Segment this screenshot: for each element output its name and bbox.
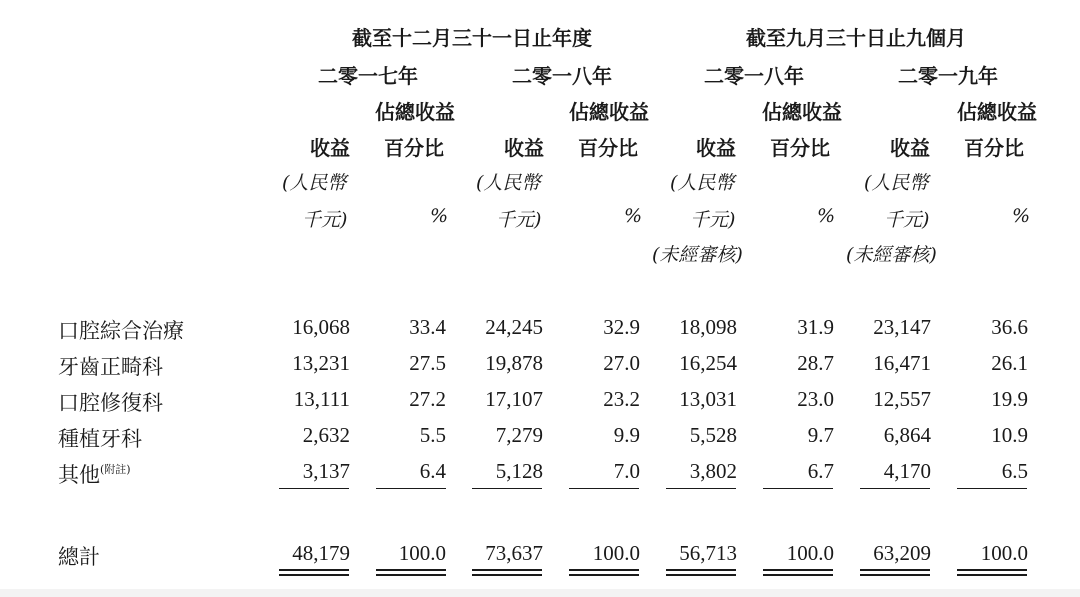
pct-header-line1: 佔總收益 xyxy=(957,100,1037,124)
year-header-2017: 二零一七年 xyxy=(318,64,418,88)
row-label: 種植牙科 xyxy=(58,427,142,451)
year-header-2018-full: 二零一八年 xyxy=(512,64,612,88)
revenue-header: 收益 xyxy=(504,136,544,160)
subtotal-rule xyxy=(957,488,1027,489)
subtotal-rule xyxy=(860,488,930,489)
revenue-cell: 16,471 xyxy=(873,351,931,375)
pct-sign: % xyxy=(1012,205,1031,227)
revenue-cell: 5,128 xyxy=(495,459,543,483)
revenue-cell: 17,107 xyxy=(485,387,543,411)
percentage-cell: 28.7 xyxy=(797,351,834,375)
pct-header-line2: 百分比 xyxy=(964,136,1024,160)
percentage-cell: 36.6 xyxy=(991,315,1028,339)
total-double-rule xyxy=(860,569,930,576)
pct-header-line2: 百分比 xyxy=(578,136,638,160)
year-header-2018-nine: 二零一八年 xyxy=(704,64,804,88)
total-label: 總計 xyxy=(58,545,100,569)
total-double-rule xyxy=(472,569,542,576)
subtotal-rule xyxy=(666,488,736,489)
total-revenue-cell: 63,209 xyxy=(873,541,931,565)
revenue-header: 收益 xyxy=(890,136,930,160)
row-label: 口腔綜合治療 xyxy=(58,319,184,343)
revenue-cell: 16,254 xyxy=(679,351,737,375)
unaudited-note: (未經審核) xyxy=(652,244,743,266)
row-label: 口腔修復科 xyxy=(58,391,163,415)
pct-sign: % xyxy=(624,205,643,227)
percentage-cell: 27.5 xyxy=(409,351,446,375)
revenue-cell: 7,279 xyxy=(495,423,543,447)
total-percentage-cell: 100.0 xyxy=(786,541,834,565)
total-percentage-cell: 100.0 xyxy=(592,541,640,565)
total-revenue-cell: 48,179 xyxy=(292,541,350,565)
revenue-cell: 13,111 xyxy=(293,387,350,411)
period-header-nine-months: 截至九月三十日止九個月 xyxy=(746,26,966,50)
revenue-cell: 19,878 xyxy=(485,351,543,375)
revenue-header: 收益 xyxy=(310,136,350,160)
pct-sign: % xyxy=(817,205,836,227)
pct-header-line2: 百分比 xyxy=(770,136,830,160)
note-marker: (附註) xyxy=(100,463,131,476)
revenue-cell: 18,098 xyxy=(679,315,737,339)
percentage-cell: 10.9 xyxy=(991,423,1028,447)
page-edge xyxy=(0,589,1080,597)
revenue-cell: 13,031 xyxy=(679,387,737,411)
subtotal-rule xyxy=(472,488,542,489)
revenue-cell: 5,528 xyxy=(689,423,737,447)
total-revenue-cell: 73,637 xyxy=(485,541,543,565)
revenue-cell: 12,557 xyxy=(873,387,931,411)
row-label: 牙齒正畸科 xyxy=(58,355,163,379)
revenue-cell: 13,231 xyxy=(292,351,350,375)
pct-header-line1: 佔總收益 xyxy=(762,100,842,124)
percentage-cell: 33.4 xyxy=(409,315,446,339)
percentage-cell: 23.0 xyxy=(797,387,834,411)
revenue-cell: 3,802 xyxy=(689,459,737,483)
percentage-cell: 6.5 xyxy=(1001,459,1028,483)
percentage-cell: 32.9 xyxy=(603,315,640,339)
percentage-cell: 6.4 xyxy=(419,459,446,483)
unit-header-line2: 千元) xyxy=(302,209,348,231)
percentage-cell: 27.2 xyxy=(409,387,446,411)
revenue-cell: 6,864 xyxy=(883,423,931,447)
subtotal-rule xyxy=(279,488,349,489)
revenue-cell: 4,170 xyxy=(883,459,931,483)
unit-header-line2: 千元) xyxy=(690,209,736,231)
row-label: 其他$^{(附註)}$ xyxy=(58,463,131,487)
revenue-cell: 23,147 xyxy=(873,315,931,339)
total-double-rule xyxy=(569,569,639,576)
pct-header-line1: 佔總收益 xyxy=(569,100,649,124)
percentage-cell: 27.0 xyxy=(603,351,640,375)
pct-header-line1: 佔總收益 xyxy=(375,100,455,124)
percentage-cell: 31.9 xyxy=(797,315,834,339)
revenue-header: 收益 xyxy=(696,136,736,160)
total-revenue-cell: 56,713 xyxy=(679,541,737,565)
total-double-rule xyxy=(666,569,736,576)
revenue-cell: 2,632 xyxy=(302,423,350,447)
subtotal-rule xyxy=(376,488,446,489)
percentage-cell: 19.9 xyxy=(991,387,1028,411)
total-percentage-cell: 100.0 xyxy=(980,541,1028,565)
unaudited-note: (未經審核) xyxy=(846,244,937,266)
total-double-rule xyxy=(279,569,349,576)
percentage-cell: 6.7 xyxy=(807,459,834,483)
period-header-full-year: 截至十二月三十一日止年度 xyxy=(352,26,592,50)
percentage-cell: 26.1 xyxy=(991,351,1028,375)
total-percentage-cell: 100.0 xyxy=(398,541,446,565)
percentage-cell: 7.0 xyxy=(613,459,640,483)
total-double-rule xyxy=(376,569,446,576)
year-header-2019-nine: 二零一九年 xyxy=(898,64,998,88)
unit-header-line2: 千元) xyxy=(884,209,930,231)
pct-sign: % xyxy=(430,205,449,227)
total-double-rule xyxy=(763,569,833,576)
percentage-cell: 5.5 xyxy=(419,423,446,447)
percentage-cell: 9.7 xyxy=(807,423,834,447)
percentage-cell: 23.2 xyxy=(603,387,640,411)
revenue-cell: 3,137 xyxy=(302,459,350,483)
revenue-cell: 16,068 xyxy=(292,315,350,339)
unit-header-line1: (人民幣 xyxy=(670,172,735,194)
percentage-cell: 9.9 xyxy=(613,423,640,447)
unit-header-line1: (人民幣 xyxy=(476,172,541,194)
subtotal-rule xyxy=(569,488,639,489)
total-double-rule xyxy=(957,569,1027,576)
revenue-cell: 24,245 xyxy=(485,315,543,339)
unit-header-line1: (人民幣 xyxy=(282,172,347,194)
pct-header-line2: 百分比 xyxy=(384,136,444,160)
unit-header-line2: 千元) xyxy=(496,209,542,231)
unit-header-line1: (人民幣 xyxy=(864,172,929,194)
subtotal-rule xyxy=(763,488,833,489)
